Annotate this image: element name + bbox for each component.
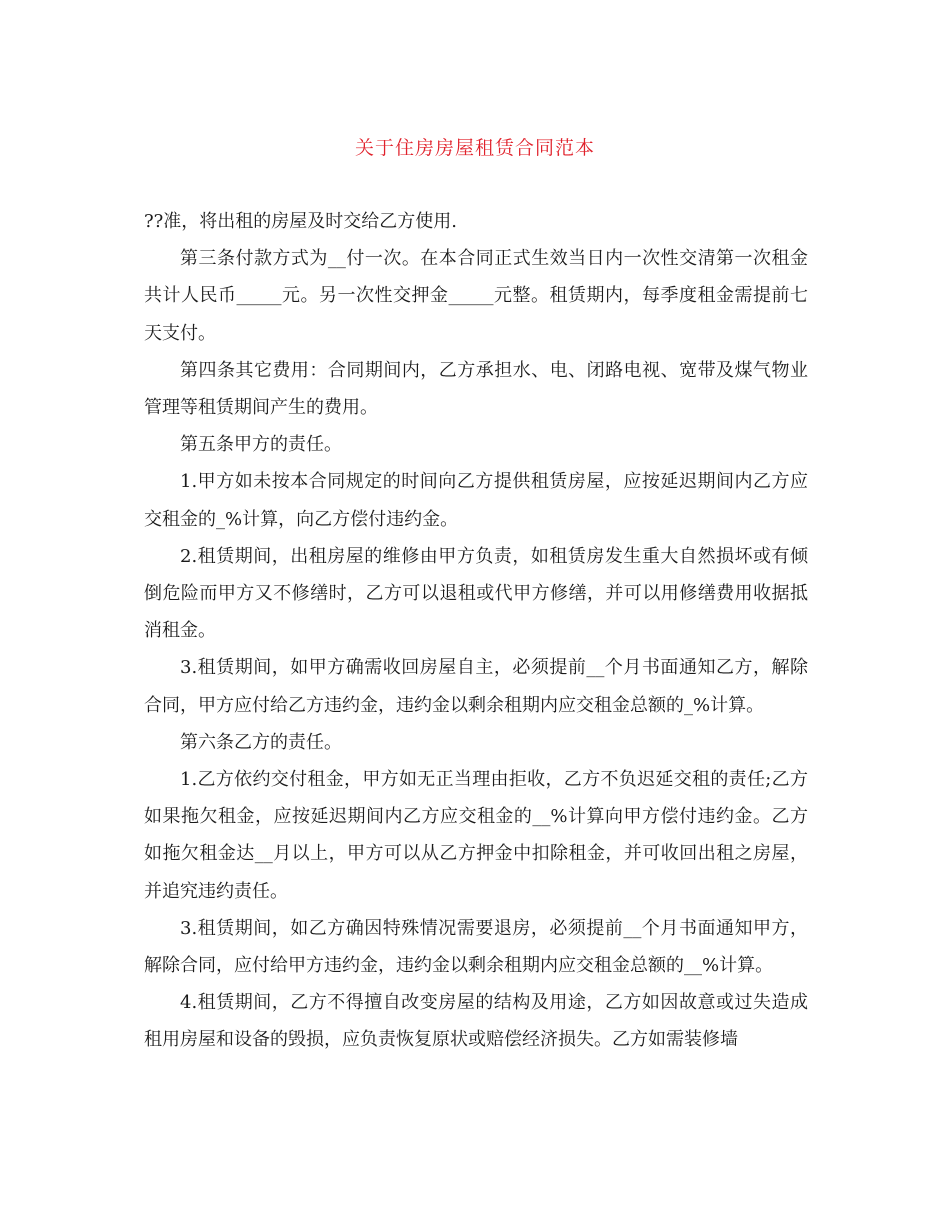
document-body (144, 203, 808, 1059)
paragraph: 4.租赁期间，乙方不得擅自改变房屋的结构及用途，乙方如因故意或过失造成租用房屋和设备的毁损，应负责恢复原状或赔偿经济损失。乙方如需装修墙 (144, 992, 808, 1051)
paragraph: 2.租赁期间，出租房屋的维修由甲方负责，如租赁房发生重大自然损坏或有倾倒危险而甲方又不修缮时，乙方可以退租或代甲方修缮，并可以用修缮费用收据抵消租金。 (144, 545, 808, 642)
paragraph: 1.乙方依约交付租金，甲方如无正当理由拒收，乙方不负迟延交租的责任;乙方如果拖欠租金，应按延迟期间内乙方应交租金的__%计算向甲方偿付违约金。乙方如拖欠租金达__月以上，甲方可以从乙方押金中扣除租金，并可收回出租之房屋，并追究违约责任。 (144, 769, 808, 902)
paragraph: 第五条甲方的责任。 (180, 434, 342, 456)
paragraph: 第四条其它费用：合同期间内，乙方承担水、电、闭路电视、宽带及煤气物业管理等租赁期间产生的费用。 (144, 359, 808, 419)
paragraph: ??准，将出租的房屋及时交给乙方使用. (144, 211, 458, 232)
paragraph: 1.甲方如未按本合同规定的时间向乙方提供租赁房屋，应按延迟期间内乙方应交租金的_%计算，向乙方偿付违约金。 (144, 471, 808, 530)
paragraph: 3.租赁期间，如甲方确需收回房屋自主，必须提前__个月书面通知乙方，解除合同，甲方应付给乙方违约金，违约金以剩余租期内应交租金总额的_%计算。 (144, 657, 808, 716)
paragraph: 3.租赁期间，如乙方确因特殊情况需要退房，必须提前__个月书面通知甲方，解除合同，应付给甲方违约金，违约金以剩余租期内应交租金总额的__%计算。 (144, 917, 808, 977)
paragraph: 第三条付款方式为__付一次。在本合同正式生效当日内一次性交清第一次租金共计人民币_____元。另一次性交押金_____元整。租赁期内，每季度租金需提前七天支付。 (144, 248, 808, 344)
paragraph: 第六条乙方的责任。 (180, 731, 342, 753)
document-title: 关于住房房屋租赁合同范本 (354, 137, 595, 159)
